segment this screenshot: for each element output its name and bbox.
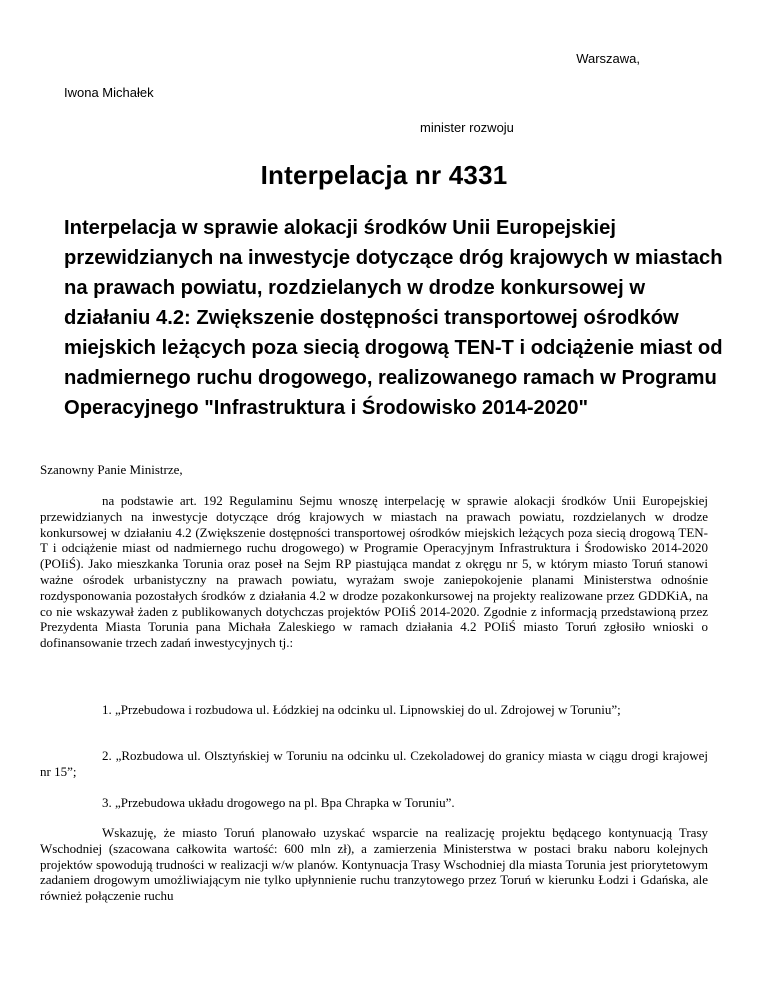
document-title: Interpelacja nr 4331	[260, 160, 508, 190]
document-subject: Interpelacja w sprawie alokacji środków Unii Europejskiej przewidzianych na inwestycje dotyczące dróg krajowych w miastach na prawach powiatu, rozdzielanych w drodze konkursowej w działaniu 4.2: Zwiększenie dostępności transportowej ośrodków miejskich leżących poza siecią drogową TEN-T i odciążenie miast od nadmiernego ruchu drogowego, realizowanego ramach w Programu Operacyjnego "Infrastruktura i Środowisko 2014-2020"	[64, 217, 723, 419]
place-label: Warszawa,	[576, 51, 640, 66]
body-paragraph: na podstawie art. 192 Regulaminu Sejmu wnoszę interpelację w sprawie alokacji środków Unii Europejskiej przewidzianych na inwestycje dotyczące dróg krajowych w miastach na prawach powiatu, rozdzielanych w drodze konkursowej w działaniu 4.2 (Zwiększenie dostępności transportowej ośrodków miejskich leżących poza siecią drogową TEN-T i odciążenie miast od nadmiernego ruchu drogowego) w Programie Operacyjnym Infrastruktura i Środowisko 2014-2020 (POIiŚ). Jako mieszkanka Torunia oraz poseł na Sejm RP piastująca mandat z okręgu nr 5, w którym miasto Toruń stanowi ważne ośrodek urbanistyczny na prawach powiatu, wyrażam swoje zaniepokojenie planami Ministerstwa odnośnie rozdysponowania pozostałych środków z działania 4.2 w drodze pozakonkursowej na projekty realizowane przez GDDKiA, na co nie wskazywał żaden z publikowanych dotychczas projektów POIiŚ 2014-2020. Zgodnie z informacją przedstawioną przez Prezydenta Miasta Torunia pana Michała Zaleskiego w ramach działania 4.2 POIiŚ miasto Toruń zgłosiło wnioski o dofinansowanie trzech zadań inwestycyjnych tj.:	[40, 493, 708, 651]
recipient-label: minister rozwoju	[420, 120, 514, 135]
greeting: Szanowny Panie Ministrze,	[40, 462, 183, 477]
list-item: 1. „Przebudowa i rozbudowa ul. Łódzkiej na odcinku ul. Lipnowskiej do ul. Zdrojowej w Toruniu”;	[102, 702, 621, 717]
body-paragraph: Wskazuję, że miasto Toruń planowało uzyskać wsparcie na realizację projektu będącego kontynuacją Trasy Wschodniej (szacowana całkowita wartość: 600 mln zł), a zamierzenia Ministerstwa w postaci braku naboru kolejnych projektów spowodują trudności w realizacji w/w planów. Kontynuacja Trasy Wschodniej dla miasta Torunia jest priorytetowym zadaniem drogowym umożliwiającym nie tylko upłynnienie ruchu tranzytowego przez Toruń w kierunku Łodzi i Gdańska, ale również połączenie ruchu	[40, 825, 708, 904]
list-item: 3. „Przebudowa układu drogowego na pl. Bpa Chrapka w Toruniu”.	[102, 795, 455, 810]
list-item: 2. „Rozbudowa ul. Olsztyńskiej w Toruniu na odcinku ul. Czekoladowej do granicy miasta w ciągu drogi krajowej nr 15”;	[40, 748, 708, 779]
author-name: Iwona Michałek	[64, 85, 154, 100]
